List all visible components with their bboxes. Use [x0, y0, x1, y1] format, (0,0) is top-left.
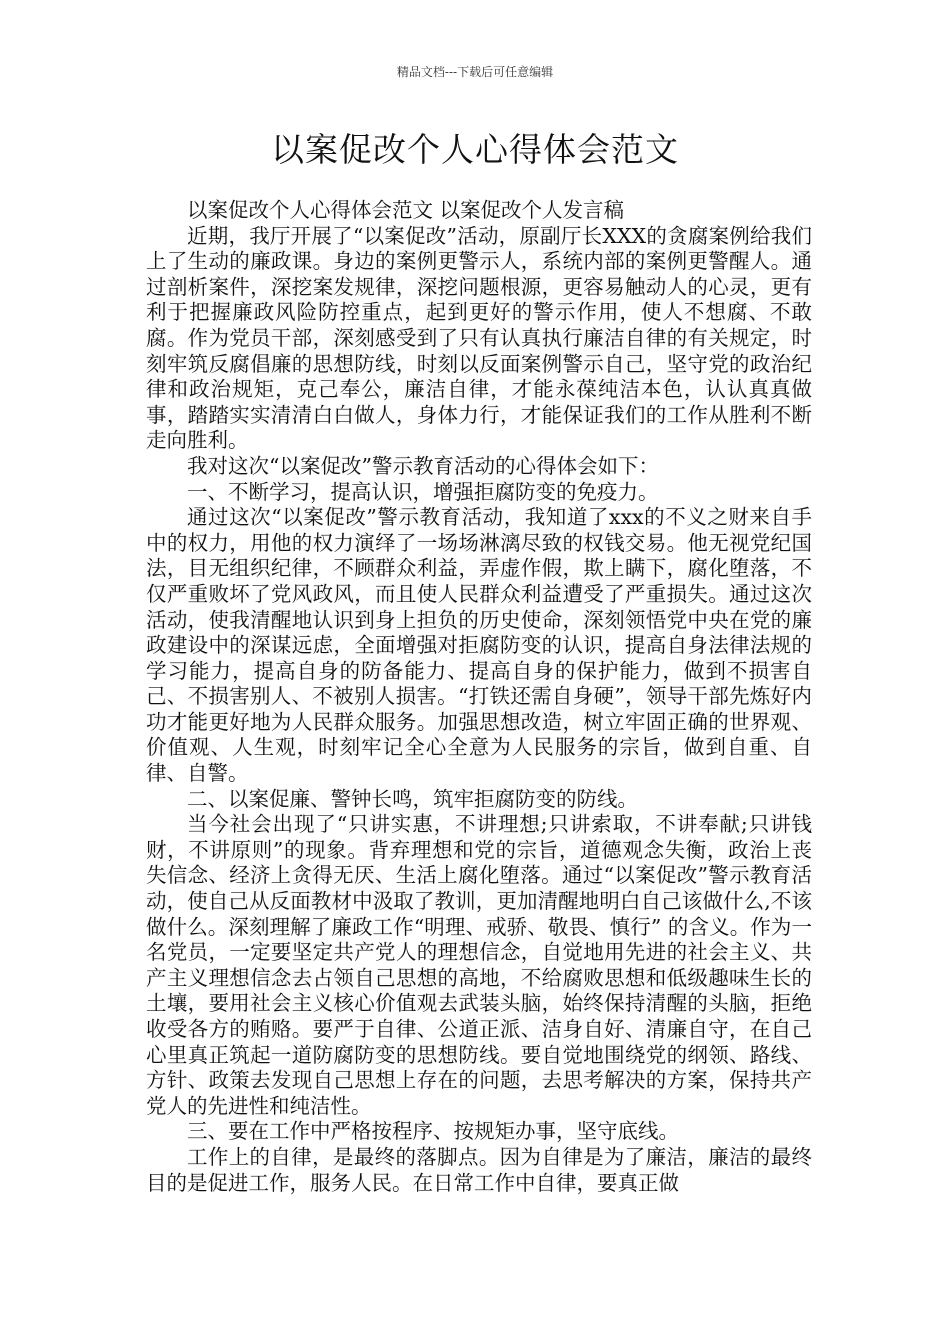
section-heading-3: 三、要在工作中严格按程序、按规矩办事，坚守底线。	[187, 1119, 679, 1144]
paragraph-subtitle: 以案促改个人心得体会范文 以案促改个人发言稿	[187, 198, 625, 222]
paragraph-section-2: 当今社会出现了“只讲实惠，不讲理想;只讲索取，不讲奉献;只讲钱财，不讲原则”的现象。背弃理想和党的宗旨，道德观念失衡，政治上丧失信念、经济上贪得无厌、生活上腐化堕落。通过“以案促改”警示教育活动，使自己从反面教材中汲取了教训，更加清醒地明白自己该做什么,不该做什么。深刻理解了廉政工作“明理、戒骄、敬畏、慎行” 的含义。作为一名党员，一定要坚定共产党人的理想信念，自觉地用先进的社会主义、共产主义理想信念去占领自己思想的高地，不给腐败思想和低级趣味生长的土壤，要用社会主义核心价值观去武装头脑，始终保持清醒的头脑，拒绝收受各方的贿赂。要严于自律、公道正派、洁身自好、清廉自守，在自己心里真正筑起一道防腐防变的思想防线。要自觉地围绕党的纲领、路线、方针、政策去发现自己思想上存在的问题，去思考解决的方案，保持共产党人的先进性和纯洁性。	[146, 812, 812, 1118]
paragraph-intro: 近期，我厅开展了“以案促改”活动，原副厅长XXX的贪腐案例给我们上了生动的廉政课。身边的案例更警示人，系统内部的案例更警醒人。通过剖析案件，深挖案发规律，深挖问题根源，更容易触动人的心灵，更有利于把握廉政风险防控重点，起到更好的警示作用，使人不想腐、不敢腐。作为党员干部，深刻感受到了只有认真执行廉洁自律的有关规定，时刻牢筑反腐倡廉的思想防线，时刻以反面案例警示自己，坚守党的政治纪律和政治规矩，克己奉公，廉洁自律，才能永葆纯洁本色，认认真真做事，踏踏实实清清白白做人，身体力行，才能保证我们的工作从胜利不断走向胜利。	[146, 223, 812, 453]
paragraph-section-1: 通过这次“以案促改”警示教育活动，我知道了xxx的不义之财来自手中的权力，用他的权力演绎了一场场淋漓尽致的权钱交易。他无视党纪国法，目无组织纪律，不顾群众利益，弄虚作假，欺上瞒下，腐化堕落，不仅严重败坏了党风政风，而且使人民群众利益遭受了严重损失。通过这次活动，使我清醒地认识到身上担负的历史使命，深刻领悟党中央在党的廉政建设中的深谋远虑，全面增强对拒腐防变的认识，提高自身法律法规的学习能力，提高自身的防备能力、提高自身的保护能力，做到不损害自己、不损害别人、不被别人损害。“打铁还需自身硬”，领导干部先炼好内功才能更好地为人民群众服务。加强思想改造，树立牢固正确的世界观、价值观、人生观，时刻牢记全心全意为人民服务的宗旨，做到自重、自律、自警。	[146, 505, 812, 786]
page-header: 精品文档---下载后可任意编辑	[396, 65, 554, 79]
section-heading-1: 一、不断学习，提高认识，增强拒腐防变的免疫力。	[187, 479, 659, 504]
document-body	[146, 198, 812, 1196]
paragraph-lead: 我对这次“以案促改”警示教育活动的心得体会如下：	[187, 453, 659, 478]
document-title: 以案促改个人心得体会范文	[271, 130, 679, 169]
section-heading-2: 二、以案促廉、警钟长鸣，筑牢拒腐防变的防线。	[187, 786, 638, 811]
paragraph-section-3: 工作上的自律，是最终的落脚点。因为自律是为了廉洁，廉洁的最终目的是促进工作，服务人民。在日常工作中自律，要真正做	[146, 1144, 812, 1195]
